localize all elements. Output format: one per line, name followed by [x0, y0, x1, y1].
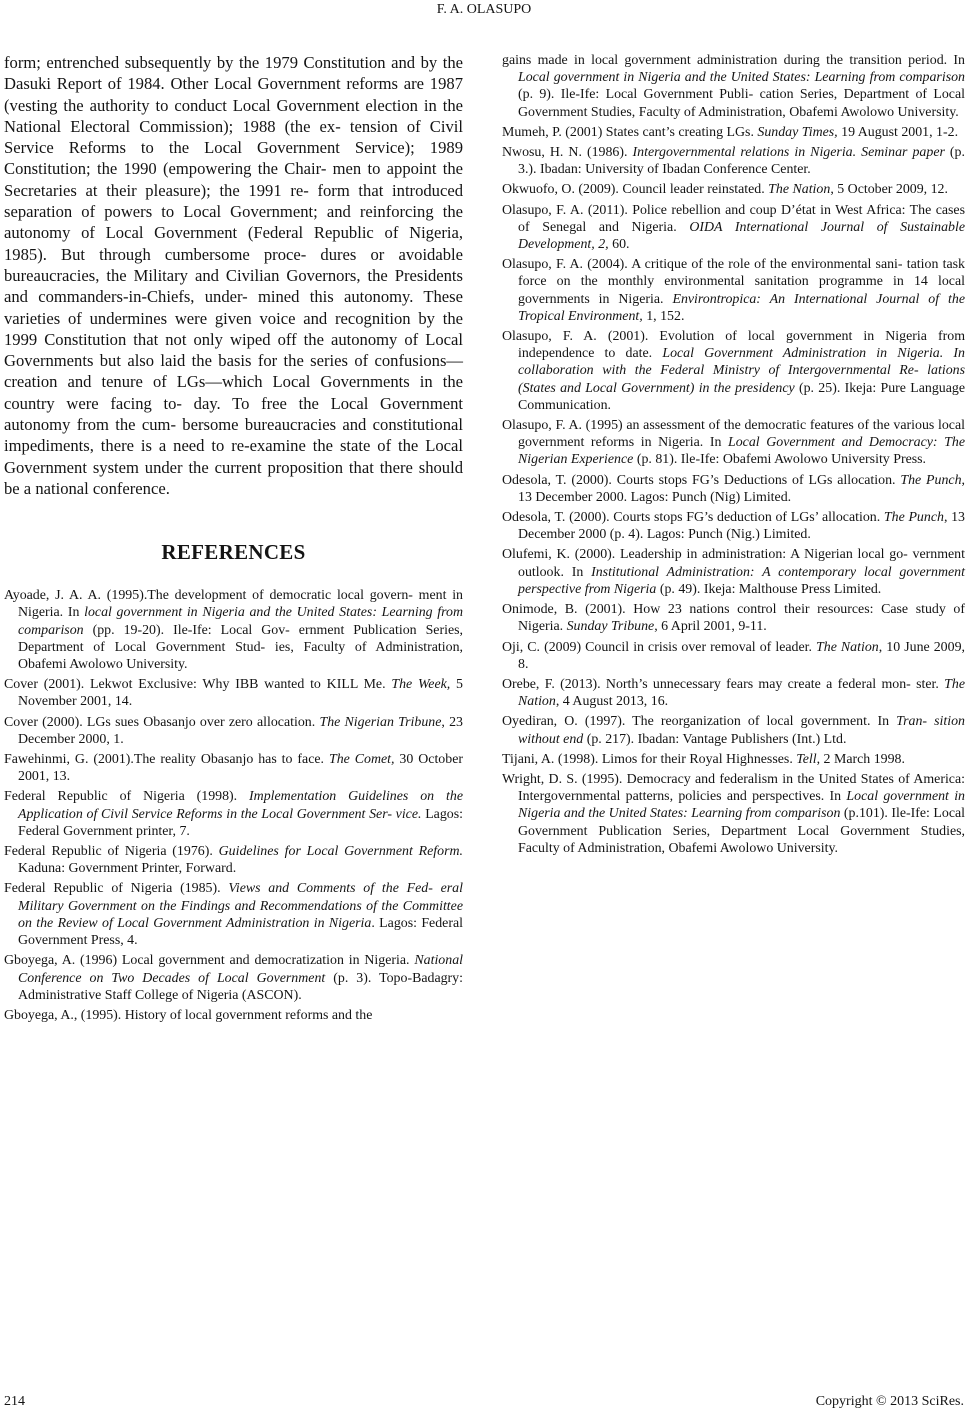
reference-details: 60. — [608, 237, 630, 253]
reference-title: The Punch — [883, 510, 944, 526]
reference-details: , 23 December 2000, 1. — [18, 714, 463, 747]
reference-entry — [4, 714, 463, 751]
reference-text: Mumeh, P. (2001) States cant’s creating LGs. — [502, 124, 758, 140]
reference-title: The Punch — [900, 472, 962, 488]
reference-text: Tijani, A. (1998). Limos for their Royal Highnesses. — [502, 751, 797, 767]
references-list-right — [502, 52, 965, 860]
reference-text: Orebe, F. (2013). North’s unnecessary fears may create a federal mon- ster. — [502, 676, 945, 692]
reference-entry — [502, 256, 965, 328]
reference-entry — [4, 843, 463, 880]
copyright-notice: Copyright © 2013 SciRes. — [815, 1394, 964, 1409]
reference-text: Okwuofo, O. (2009). Council leader reinstated. — [502, 182, 769, 198]
reference-entry — [502, 144, 965, 181]
reference-text: Wright, D. S. (1995). Democracy and federalism in the United States of America: Intergovernmental patterns, policies and perspectives. In — [502, 771, 965, 805]
reference-entry — [502, 202, 965, 257]
reference-details: , 2 March 1998. — [816, 751, 905, 767]
reference-title: Implementation Guidelines on the Application of Civil Service Reforms in the Local Government Ser- vice. — [18, 789, 463, 822]
reference-text: Odesola, T. (2000). Courts stops FG’s Deductions of LGs allocation. — [502, 472, 901, 488]
reference-details: (pp. 19-20). Ile-Ife: Local Gov- ernment Publication Series, Department of Local Government Stud- ies, Faculty of Administration, Obafemi Awolowo University. — [18, 622, 463, 673]
reference-entry — [502, 771, 965, 860]
reference-entry — [502, 601, 965, 638]
reference-entry — [4, 587, 463, 676]
reference-title: Guidelines for Local Government Reform. — [218, 844, 463, 860]
reference-entry — [4, 880, 463, 952]
reference-title: OIDA International Journal of Sustainable Development, 2, — [518, 219, 965, 253]
reference-title: local government in Nigeria and the United States: Learning from comparison — [18, 605, 464, 638]
reference-details: Kaduna: Government Printer, Forward. — [18, 861, 237, 877]
reference-text: Onimode, B. (2001). How 23 nations control their resources: Case study of Nigeria. — [502, 602, 965, 635]
reference-text: gains made in local government administration during the transition period. In — [502, 53, 965, 68]
reference-entry — [502, 124, 965, 144]
reference-entry — [4, 952, 463, 1007]
reference-title: The Nigerian Tribune — [319, 714, 442, 730]
page-number: 214 — [4, 1394, 25, 1409]
reference-text: Olasupo, F. A. (2004). A critique of the role of the environmental sani- tation task force on the monthly environmental sanitation programme in 14 local governments in Nigeria. — [502, 257, 965, 307]
running-head: F. A. OLASUPO — [436, 2, 532, 17]
reference-text: Oji, C. (2009) Council in crisis over removal of leader. — [502, 639, 817, 655]
reference-title: Local Government and Democracy: The Nigerian Experience — [518, 435, 965, 468]
reference-details: , 13 December 2000 (p. 4). Lagos: Punch (Nig.) Limited. — [518, 510, 965, 543]
reference-text: Federal Republic of Nigeria (1985). — [4, 881, 229, 897]
reference-details: (p. 25). Ikeja: Pure Language Communication. — [518, 380, 965, 413]
reference-entry — [4, 751, 463, 788]
reference-entry — [502, 509, 965, 546]
reference-title: Local Government Administration in Nigeria. In collaboration with the Federal Ministry of Intergovernmental Re- lations (States and Local Government) in the presidency — [518, 346, 965, 396]
reference-title: Institutional Administration: A contemporary local government perspective from Nigeria — [518, 564, 965, 597]
reference-title: The Comet, — [328, 752, 395, 768]
reference-entry — [502, 713, 965, 750]
reference-title: Environtropica: An International Journal of the Tropical Environment, — [518, 291, 965, 324]
reference-entry — [4, 1007, 463, 1027]
reference-text: Gboyega, A. (1996) Local government and democratization in Nigeria. — [4, 953, 415, 969]
reference-text: Federal Republic of Nigeria (1998). — [4, 789, 250, 805]
reference-details: , 4 August 2013, 16. — [555, 694, 669, 710]
reference-details: (p. 49). Ikeja: Malthouse Press Limited. — [656, 581, 882, 597]
reference-title: Sunday Tribune — [566, 619, 655, 635]
references-list-left — [4, 587, 463, 1027]
reference-title: The Nation — [518, 676, 965, 710]
reference-details: (p. 81). Ile-Ife: Obafemi Awolowo University Press. — [633, 452, 927, 468]
reference-details: (p.101). Ile-Ife: Local Government Publication Series, Department Local Government Studies, Faculty of Administration, Obafemi Awolowo University. — [518, 806, 966, 856]
reference-details: (p. 9). Ile-Ife: Local Government Publi- cation Series, Department of Local Government Studies, Faculty of Administration, Obafemi Awolowo University. — [518, 87, 965, 120]
reference-text: Olasupo, F. A. (2011). Police rebellion and coup D’état in West Africa: The cases of Senegal and Nigeria. — [502, 202, 965, 235]
reference-entry — [502, 639, 965, 676]
reference-details: , 6 April 2001, 9-11. — [654, 619, 767, 635]
reference-details: (p. 3.). Ibadan: University of Ibadan Conference Center. — [518, 145, 965, 178]
reference-text: Olufemi, K. (2000). Leadership in administration: A Nigerian local go- vernment outlook. In — [502, 547, 965, 580]
reference-entry — [502, 181, 965, 201]
reference-entry — [502, 676, 965, 713]
right-column — [502, 52, 965, 860]
reference-title: Views and Comments of the Fed- eral Military Government on the Findings and Recommendations of the Committee on the Review of Local Government Administration in Nigeria — [18, 881, 463, 931]
reference-title: Intergovernmental relations in Nigeria. Seminar paper — [632, 145, 945, 161]
reference-text: Olasupo, F. A. (2001). Evolution of local government in Nigeria from independence to date. — [502, 329, 965, 362]
left-column — [4, 52, 463, 1027]
reference-text: Oyediran, O. (1997). The reorganization of local government. In — [502, 714, 897, 730]
reference-text: Federal Republic of Nigeria (1976). — [4, 844, 219, 860]
reference-title: National Conference on Two Decades of Local Government — [18, 953, 463, 986]
reference-details: . Lagos: Federal Government Press, 4. — [18, 915, 463, 949]
reference-entry — [502, 417, 965, 472]
reference-details: , 5 October 2009, 12. — [830, 182, 948, 198]
body-paragraph: form; entrenched subsequently by the 1979 Constitution and by the Dasuki Report of 1984. Other Local Government reforms are 1987 (vesting the authority to conduct Local Government election in the National Electoral Commission); 1988 (the ex- tension of Civil Service Reforms to the Local Government Service); 1989 Constitution; the 1990 (empowering the Chair- men to appoint the Secretaries at their pleasure); the 1991 re- form that introduced separation of powers to Local Government; and reinforcing the autonomy of Local Government (Federal Republic of Nigeria, 1985). But through cumbersome proce- dures or avoidable bureaucracies, the Military and Civilian Governors, the Presidents and commanders-in-Chiefs, under- mined this autonomy. These varieties of undermines were given voice and recognition by the 1999 Constitution that not only wiped off the autonomy of Local Governments but also laid the basis for the series of confusions—creation and tenure of LGs—which Local Governments in the country were facing to- day. To free the Local Government autonomy from the cum- bersome bureaucracies and constitutional impediments, there is a need to re-examine the state of the Local Government system under the current proposition that there should be a national conference. — [4, 53, 463, 498]
reference-title: The Nation — [768, 182, 831, 198]
reference-details: , 13 December 2000. Lagos: Punch (Nig) Limited. — [518, 472, 966, 505]
reference-details: (p. 3). Topo-Badagry: Administrative Staff College of Nigeria (ASCON). — [18, 970, 463, 1003]
reference-title: Sunday Times, — [757, 124, 838, 140]
reference-text: Fawehinmi, G. (2001).The reality Obasanjo has to face. — [4, 752, 329, 768]
reference-text: Odesola, T. (2000). Courts stops FG’s deduction of LGs’ allocation. — [502, 510, 884, 526]
reference-details: (p. 217). Ibadan: Vantage Publishers (Int.) Ltd. — [583, 731, 847, 747]
reference-details: 19 August 2001, 1-2. — [837, 124, 959, 140]
reference-details: , 10 June 2009, 8. — [518, 639, 965, 672]
reference-entry — [502, 328, 965, 417]
reference-text: Cover (2001). Lekwot Exclusive: Why IBB wanted to KILL Me. — [4, 677, 392, 693]
reference-entry — [4, 676, 463, 713]
reference-details: Lagos: Federal Government printer, 7. — [18, 806, 463, 839]
reference-title: The Nation — [816, 639, 879, 655]
reference-entry — [502, 472, 965, 509]
reference-entry — [502, 546, 965, 601]
reference-text: Cover (2000). LGs sues Obasanjo over zero allocation. — [4, 714, 320, 730]
reference-details: 30 October 2001, 13. — [18, 752, 463, 785]
reference-title: The Week, — [391, 677, 451, 693]
reference-text: Ayoade, J. A. A. (1995).The development of democratic local govern- ment in Nigeria. In — [4, 588, 463, 621]
reference-entry — [4, 788, 463, 843]
reference-text: Nwosu, H. N. (1986). — [502, 145, 633, 161]
reference-entry — [502, 52, 965, 124]
reference-title: Local government in Nigeria and the United States: Learning from comparison — [518, 789, 965, 822]
reference-title: Tran- sition without end — [518, 714, 965, 747]
reference-text: Olasupo, F. A. (1995) an assessment of the democratic features of the various local government reforms in Nigeria. In — [502, 418, 965, 451]
reference-text: Gboyega, A., (1995). History of local government reforms and the — [4, 1007, 373, 1023]
reference-entry — [502, 751, 965, 771]
references-heading: REFERENCES — [161, 540, 306, 565]
reference-details: 1, 152. — [642, 308, 685, 324]
reference-title: Local government in Nigeria and the United States: Learning from comparison — [518, 70, 965, 86]
reference-details: 5 November 2001, 14. — [18, 677, 464, 710]
reference-title: Tell — [796, 751, 817, 767]
